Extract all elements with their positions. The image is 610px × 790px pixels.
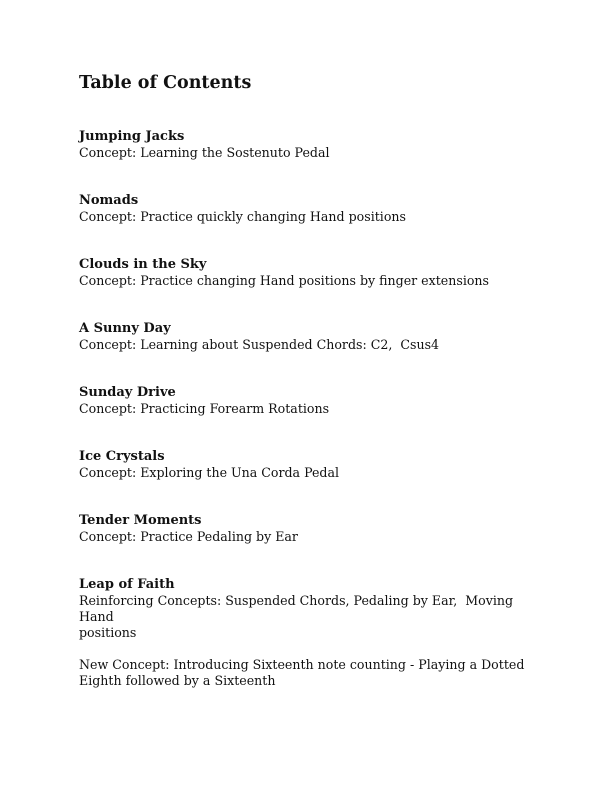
entry-concept: Concept: Learning the Sostenuto Pedal [79,145,330,160]
entry-new-concept-cont: Eighth followed by a Sixteenth [79,673,276,688]
entry-title: Tender Moments [79,513,202,528]
toc-entry-clouds-in-the-sky [79,257,549,289]
entry-title: Jumping Jacks [79,129,185,144]
page-title: Table of Contents [79,73,252,93]
entry-title: Clouds in the Sky [79,257,207,272]
toc-entry-leap-of-faith [79,577,549,689]
toc-entry-jumping-jacks [79,129,549,161]
entry-concept: Concept: Practice Pedaling by Ear [79,529,298,544]
entry-title: A Sunny Day [79,321,171,336]
entry-reinforcing-concepts: Reinforcing Concepts: Suspended Chords, Pedaling by Ear, Moving Hand [79,593,518,624]
toc-entry-nomads [79,193,549,225]
toc-entry-a-sunny-day [79,321,549,353]
entry-concept: Concept: Practice changing Hand positions by finger extensions [79,273,490,288]
entry-title: Ice Crystals [79,449,165,464]
entry-title: Sunday Drive [79,385,176,400]
entry-new-concept: New Concept: Introducing Sixteenth note counting - Playing a Dotted [79,657,525,672]
entry-concept: Concept: Practice quickly changing Hand positions [79,209,406,224]
entry-title: Leap of Faith [79,577,175,592]
entry-concept: Concept: Practicing Forearm Rotations [79,401,330,416]
entry-concept: Concept: Learning about Suspended Chords: C2, Csus4 [79,337,440,352]
toc-entry-ice-crystals [79,449,549,481]
toc-entry-tender-moments [79,513,549,545]
entry-title: Nomads [79,193,139,208]
entry-reinforcing-concepts-cont: positions [79,625,137,640]
entry-concept: Concept: Exploring the Una Corda Pedal [79,465,340,480]
toc-entry-sunday-drive [79,385,549,417]
